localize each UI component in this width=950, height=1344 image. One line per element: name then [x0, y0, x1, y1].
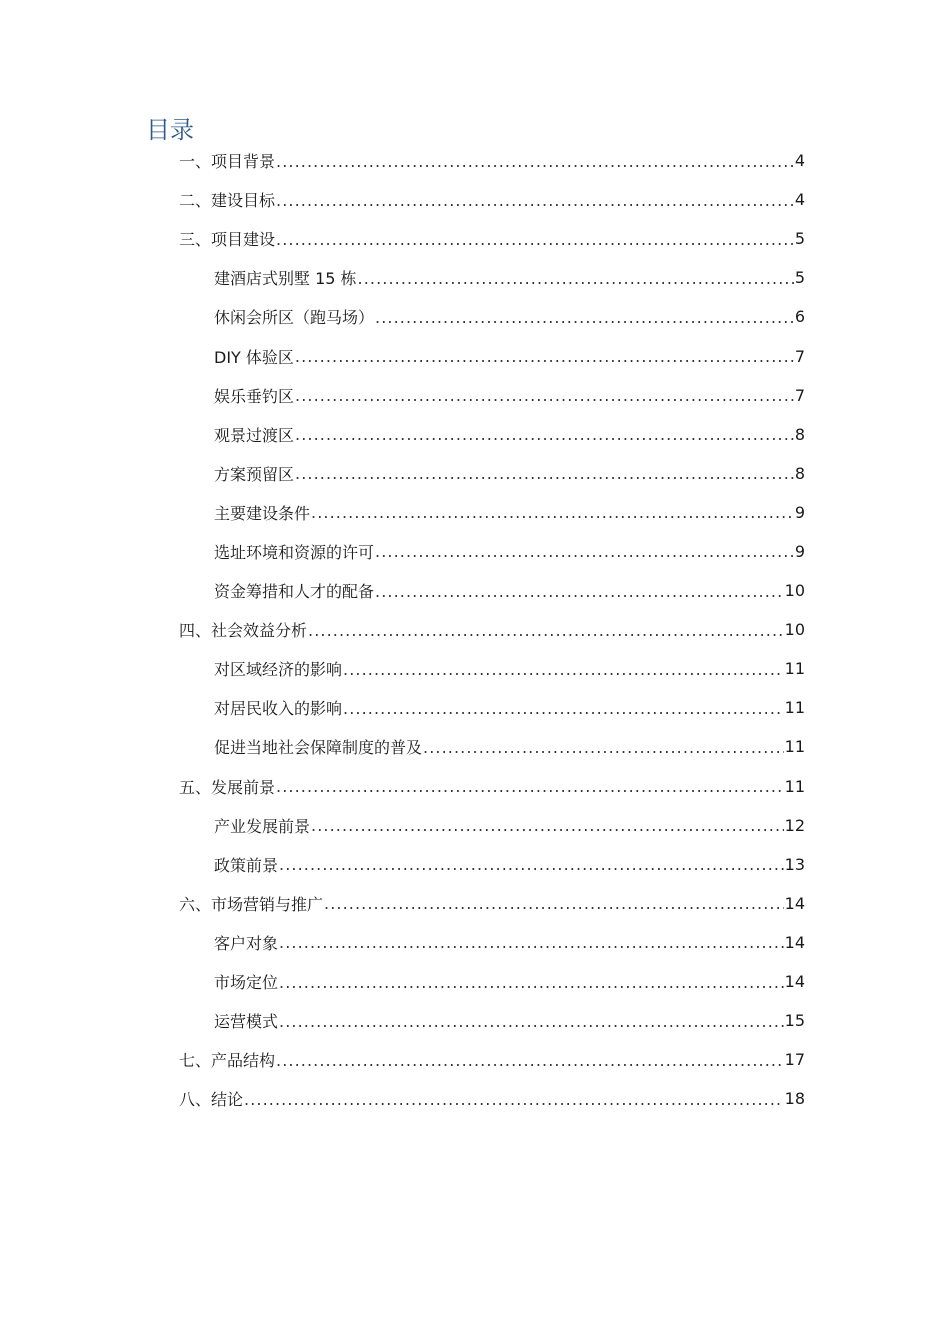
toc-page-number: 9: [794, 541, 805, 561]
toc-entry[interactable]: [214, 962, 805, 1001]
toc-page-number: 11: [784, 698, 805, 718]
toc-entry[interactable]: [214, 376, 805, 415]
toc-title: 目录: [146, 116, 194, 144]
toc-page-number: 12: [784, 815, 805, 835]
toc-dot-leader: [375, 308, 794, 328]
toc-page-number: 4: [794, 151, 805, 171]
toc-page-number: 8: [794, 463, 805, 483]
toc-entry[interactable]: [179, 180, 805, 219]
toc-entry[interactable]: [179, 1040, 805, 1079]
toc-entry[interactable]: [214, 258, 805, 297]
toc-entry-text: DIY 体验区: [214, 347, 294, 367]
toc-entry-text: 对居民收入的影响: [214, 699, 343, 719]
toc-entry[interactable]: [214, 688, 805, 727]
toc-dot-leader: [324, 894, 784, 914]
toc-entry[interactable]: [214, 532, 805, 571]
toc-page-number: 8: [794, 424, 805, 444]
toc-entry[interactable]: [179, 610, 805, 649]
toc-entry-text: 主要建设条件: [214, 503, 311, 523]
toc-dot-leader: [311, 816, 784, 836]
toc-page-number: 7: [794, 346, 805, 366]
toc-entry[interactable]: [214, 571, 805, 610]
toc-entry-text: 运营模式: [214, 1012, 279, 1032]
toc-entry-text: 选址环境和资源的许可: [214, 542, 375, 562]
toc-dot-leader: [295, 347, 794, 367]
toc-entry[interactable]: [214, 493, 805, 532]
toc-page-number: 17: [784, 1050, 805, 1070]
toc-entry-text: 资金筹措和人才的配备: [214, 582, 375, 602]
toc-page-number: 6: [794, 307, 805, 327]
toc-entry-text: 市场定位: [214, 973, 279, 993]
toc-dot-leader: [279, 973, 784, 993]
toc-page-number: 18: [784, 1089, 805, 1109]
toc-entry-text: 休闲会所区（跑马场）: [214, 308, 375, 328]
toc-entry-text: 四、社会效益分析: [179, 621, 308, 641]
toc-entry[interactable]: [214, 727, 805, 766]
toc-entry-text: 八、结论: [179, 1090, 244, 1110]
toc-dot-leader: [279, 933, 784, 953]
toc-entry[interactable]: [179, 141, 805, 180]
toc-page-number: 5: [794, 229, 805, 249]
toc-page-number: 14: [784, 972, 805, 992]
toc-entry[interactable]: [179, 767, 805, 806]
toc-page-number: 13: [784, 854, 805, 874]
toc-page-number: 5: [794, 268, 805, 288]
toc-entry-text: 政策前景: [214, 855, 279, 875]
toc-entry[interactable]: [179, 1079, 805, 1118]
toc-entry[interactable]: [214, 1001, 805, 1040]
toc-entry-text: 客户对象: [214, 933, 279, 953]
toc-dot-leader: [311, 503, 794, 523]
toc-page-number: 10: [784, 620, 805, 640]
toc-entry-text: 建酒店式别墅 15 栋: [214, 269, 357, 289]
toc-entry[interactable]: [214, 454, 805, 493]
toc-dot-leader: [295, 464, 794, 484]
toc-dot-leader: [279, 1012, 784, 1032]
toc-entry[interactable]: [179, 884, 805, 923]
toc-entry-text: 五、发展前景: [179, 777, 276, 797]
toc-page-number: 14: [784, 893, 805, 913]
toc-entry-text: 一、项目背景: [179, 152, 276, 172]
toc-entry-text: 六、市场营销与推广: [179, 894, 324, 914]
toc-entry-text: 二、建设目标: [179, 191, 276, 211]
toc-page-number: 4: [794, 190, 805, 210]
toc-dot-leader: [276, 191, 794, 211]
toc-dot-leader: [244, 1090, 784, 1110]
toc-page-number: 15: [784, 1011, 805, 1031]
toc-dot-leader: [276, 1051, 784, 1071]
toc-entry-text: 促进当地社会保障制度的普及: [214, 738, 423, 758]
toc-dot-leader: [295, 425, 794, 445]
toc-entry-text: 七、产品结构: [179, 1051, 276, 1071]
toc-dot-leader: [375, 542, 794, 562]
toc-dot-leader: [295, 386, 794, 406]
toc-dot-leader: [276, 777, 784, 797]
toc-dot-leader: [423, 738, 784, 758]
toc-dot-leader: [308, 621, 784, 641]
toc-page-number: 11: [784, 776, 805, 796]
toc-entry-text: 观景过渡区: [214, 425, 295, 445]
toc-dot-leader: [343, 699, 784, 719]
toc-dot-leader: [375, 582, 784, 602]
toc-entry-text: 三、项目建设: [179, 230, 276, 250]
toc-page-number: 11: [784, 659, 805, 679]
toc-page-number: 11: [784, 737, 805, 757]
toc-page-number: 9: [794, 502, 805, 522]
table-of-contents: [0, 141, 950, 1118]
toc-entry[interactable]: [214, 297, 805, 336]
toc-entry[interactable]: [214, 415, 805, 454]
toc-dot-leader: [279, 855, 784, 875]
toc-entry[interactable]: [214, 845, 805, 884]
toc-page-number: 14: [784, 932, 805, 952]
toc-dot-leader: [276, 152, 794, 172]
toc-entry[interactable]: [214, 923, 805, 962]
toc-entry-text: 产业发展前景: [214, 816, 311, 836]
toc-entry[interactable]: [179, 219, 805, 258]
toc-entry-text: 对区域经济的影响: [214, 660, 343, 680]
toc-dot-leader: [358, 269, 794, 289]
toc-page-number: 7: [794, 385, 805, 405]
toc-entry[interactable]: [214, 336, 805, 375]
toc-entry-text: 娱乐垂钓区: [214, 386, 295, 406]
toc-dot-leader: [276, 230, 794, 250]
toc-entry[interactable]: [214, 806, 805, 845]
toc-dot-leader: [343, 660, 784, 680]
toc-entry[interactable]: [214, 649, 805, 688]
toc-entry-text: 方案预留区: [214, 464, 295, 484]
toc-page-number: 10: [784, 581, 805, 601]
